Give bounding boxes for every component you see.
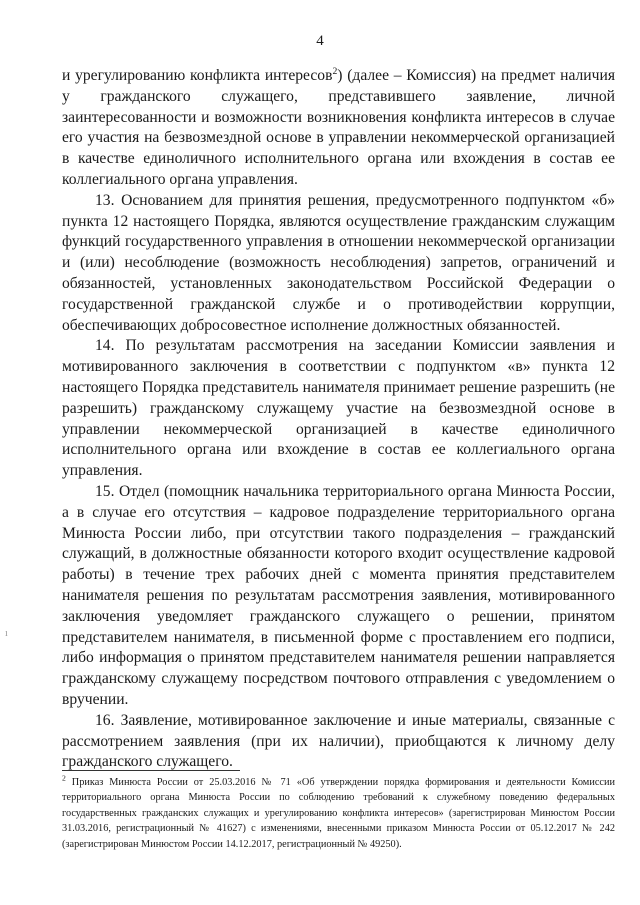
footnote	[62, 775, 615, 852]
paragraph-15: 15. Отдел (помощник начальника территориального органа Минюста России, а в случае его отсутствия – кадровое подразделение территориального органа Минюста России либо, при отсутствии такого подразделения – гражданский служащий, в должностные обязанности которого входит осуществление кадровой работы) в течение трех рабочих дней с момента принятия представителем нанимателя решения по результатам рассмотрения заявления, мотивированного заключения уведомляет гражданского служащего о решении, принятом представителем нанимателя, в письменной форме с проставлением его подписи, либо информация о принятом представителем нанимателя решении направляется гражданскому служащему посредством почтового отправления с уведомлением о вручении.	[62, 482, 615, 708]
paragraph-text: ) (далее – Комиссия) на предмет наличия у гражданского служащего, представившего заявление, личной заинтересованности и возможности возникновения конфликта интересов в случае его участия на безвозмездной основе в управлении некоммерческой организацией в качестве единоличного исполнительного органа или вхождения в состав ее коллегиального органа управления.	[62, 67, 615, 188]
paragraph-text: и урегулированию конфликта интересов	[62, 67, 333, 84]
footnote-reference: 2	[332, 65, 338, 77]
footnote-text: Приказ Минюста России от 25.03.2016 № 71 «Об утверждении порядка формирования и деятельности Комиссии территориального органа Минюста России по соблюдению требований к служебному поведению федеральных государственных гражданских служащих и урегулированию конфликта интересов» (зарегистрирован Минюстом России 31.03.2016, регистрационный № 41627) с изменениями, внесенными приказом Минюста России от 05.12.2017 № 242 (зарегистрирован Минюстом России 14.12.2017, регистрационный № 49250).	[62, 777, 615, 850]
document-body	[62, 66, 615, 773]
footnote-marker: 2	[62, 773, 66, 783]
paragraph-13: 13. Основанием для принятия решения, предусмотренного подпунктом «б» пункта 12 настоящего Порядка, являются осуществление гражданским служащим функций государственного управления в отношении некоммерческой организации и (или) несоблюдение (возможность несоблюдения) запретов, ограничений и обязанностей, установленных законодательством Российской Федерации о государственной гражданской службе и о противодействии коррупции, обеспечивающих добросовестное исполнение должностных обязанностей.	[62, 191, 615, 334]
page-number: 4	[316, 33, 324, 49]
paragraph-16: 16. Заявление, мотивированное заключение и иные материалы, связанные с рассмотрением заявления (при их наличии), приобщаются к личному делу гражданского служащего.	[62, 711, 615, 771]
paragraph-14: 14. По результатам рассмотрения на заседании Комиссии заявления и мотивированного заключения в соответствии с подпунктом «в» пункта 12 настоящего Порядка представитель нанимателя принимает решение разрешить (не разрешить) гражданскому служащему участие на безвозмездной основе в управлении некоммерческой организацией в качестве единоличного исполнительного органа или вхождение в состав ее коллегиального органа управления.	[62, 337, 615, 480]
footnote-separator	[62, 770, 240, 771]
margin-mark: ı	[5, 628, 8, 639]
paragraph-continuation	[62, 66, 615, 191]
